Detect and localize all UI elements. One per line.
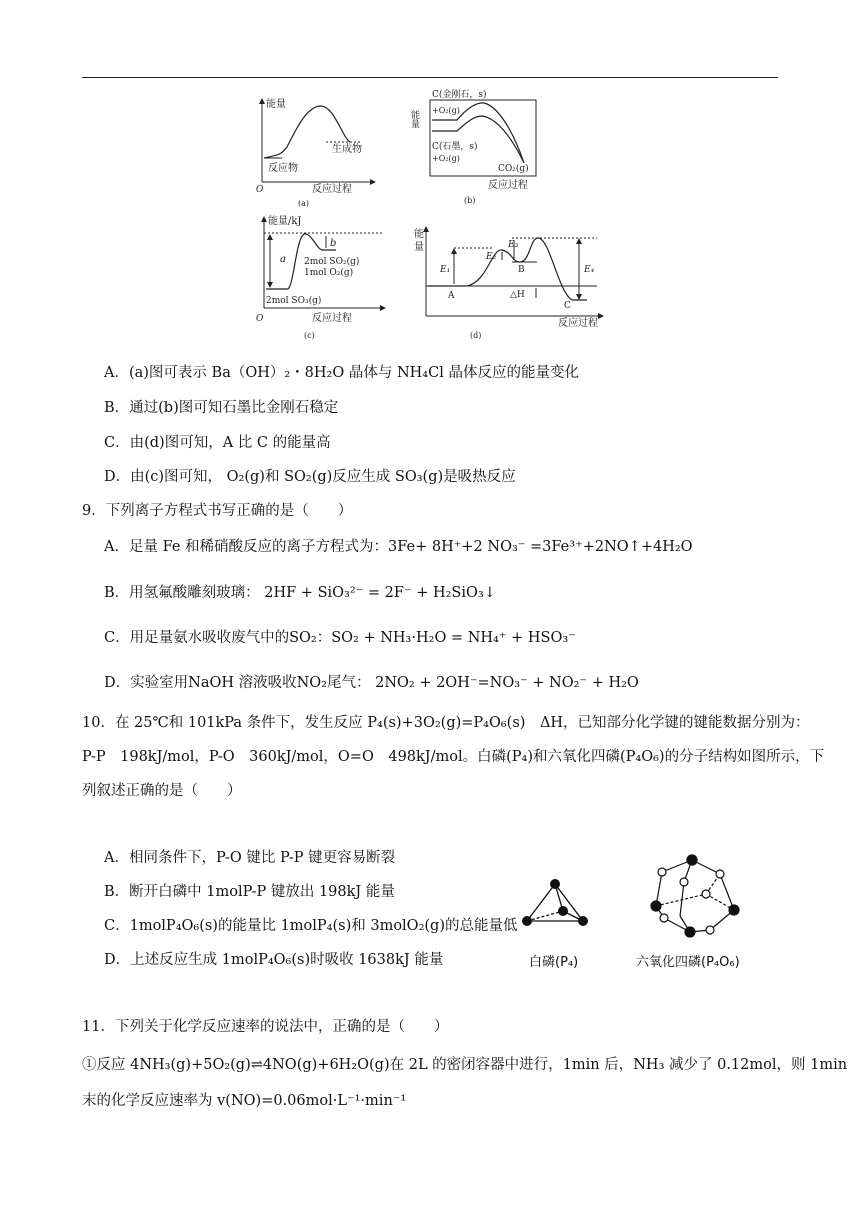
fig-c-high2: 1mol O₂(g) — [304, 268, 354, 278]
q10-stem-line3: 列叙述正确的是（ ） — [82, 783, 242, 799]
q11-item1-line2: 末的化学反应速率为 v(NO)=0.06mol·L⁻¹·min⁻¹ — [82, 1093, 407, 1109]
header-rule — [82, 77, 778, 78]
fig-d-xlabel: 反应过程 — [558, 318, 598, 329]
figure-a — [252, 92, 382, 210]
p4o6-figure — [630, 852, 766, 980]
q10-option-c: C．1molP₄O₆(s)的能量比 1molP₄(s)和 3molO₂(g)的总能量低 — [104, 918, 518, 934]
fig-c-origin: O — [256, 314, 264, 324]
fig-c-xlabel: 反应过程 — [312, 313, 352, 324]
p4o6-label: 六氧化四磷(P₄O₆) — [636, 955, 740, 970]
fig-b-top-label: C(金刚石，s) — [432, 90, 487, 100]
fig-c-b: b — [330, 238, 337, 249]
fig-a-caption: (a) — [298, 199, 310, 208]
fig-b-product: CO₂(g) — [498, 164, 529, 174]
fig-b-mid-label2: +O₂(g) — [432, 154, 460, 163]
fig-a-xlabel: 反应过程 — [312, 184, 352, 195]
figure-c — [252, 214, 392, 346]
q11-stem: 11．下列关于化学反应速率的说法中，正确的是（ ） — [82, 1019, 449, 1035]
q11-item1-line1: ①反应 4NH₃(g)+5O₂(g)⇌4NO(g)+6H₂O(g)在 2L 的密闭容器中进行，1min 后，NH₃ 减少了 0.12mol，则 1min — [82, 1057, 848, 1073]
fig-b-mid-label: C(石墨，s) — [432, 142, 478, 152]
q10-stem-line1: 10．在 25℃和 101kPa 条件下，发生反应 P₄(s)+3O₂(g)=P₄O₆(s) ΔH，已知部分化学键的键能数据分别为： — [82, 715, 810, 731]
fig-c-caption: (c) — [304, 331, 315, 340]
fig-d-B: B — [518, 265, 525, 275]
figure-b — [409, 88, 542, 210]
q8-option-c: C．由(d)图可知，A 比 C 的能量高 — [104, 435, 331, 451]
white-phosphorus-figure — [515, 874, 605, 978]
fig-d-E2: E₂ — [486, 252, 497, 262]
fig-b-top-label2: +O₂(g) — [432, 106, 460, 115]
fig-a-ylabel: 能量 — [266, 99, 286, 110]
q10-option-b: B．断开白磷中 1molP-P 键放出 198kJ 能量 — [104, 884, 395, 900]
fig-c-ylabel: 能量/kJ — [268, 216, 302, 227]
q8-option-b: B．通过(b)图可知石墨比金刚石稳定 — [104, 400, 339, 416]
fig-d-E3: E₃ — [508, 240, 519, 250]
q10-option-a: A．相同条件下，P-O 键比 P-P 键更容易断裂 — [104, 850, 396, 866]
q9-option-a: A．足量 Fe 和稀硝酸反应的离子方程式为：3Fe+ 8H⁺+2 NO₃⁻ =3Fe³⁺+2NO↑+4H₂O — [104, 539, 693, 555]
fig-b-ylabel: 能量 — [409, 110, 419, 128]
q9-option-b: B．用氢氟酸雕刻玻璃： 2HF + SiO₃²⁻ = 2F⁻ + H₂SiO₃↓ — [104, 585, 496, 601]
fig-a-product: 生成物 — [332, 144, 362, 155]
fig-c-low: 2mol SO₃(g) — [266, 296, 322, 306]
fig-d-E4: E₄ — [584, 265, 595, 275]
q8-option-a: A．(a)图可表示 Ba（OH）₂・8H₂O 晶体与 NH₄Cl 晶体反应的能量变化 — [104, 365, 579, 381]
q10-stem-line2: P-P 198kJ/mol，P-O 360kJ/mol，O=O 498kJ/mol。白磷(P₄)和六氧化四磷(P₄O₆)的分子结构如图所示，下 — [82, 749, 825, 765]
fig-d-dH: △H — [510, 290, 525, 300]
fig-d-ylabel1: 能 — [414, 229, 424, 240]
fig-c-a: a — [280, 254, 286, 265]
fig-a-origin: O — [256, 185, 264, 195]
fig-d-E1: E₁ — [440, 265, 451, 275]
figure-d — [412, 222, 608, 344]
q9-option-c: C．用足量氨水吸收废气中的SO₂：SO₂ + NH₃·H₂O = NH₄⁺ + HSO₃⁻ — [104, 630, 576, 646]
fig-d-A: A — [448, 291, 455, 301]
q9-option-d: D．实验室用NaOH 溶液吸收NO₂尾气： 2NO₂ + 2OH⁻=NO₃⁻ + NO₂⁻ + H₂O — [104, 675, 639, 691]
fig-b-xlabel: 反应过程 — [488, 180, 528, 191]
white-phosphorus-label: 白磷(P₄) — [529, 955, 579, 970]
fig-d-caption: (d) — [470, 331, 482, 340]
fig-d-ylabel2: 量 — [414, 242, 424, 253]
fig-c-high1: 2mol SO₂(g) — [304, 257, 360, 267]
fig-d-C: C — [564, 301, 571, 311]
fig-b-caption: (b) — [464, 196, 476, 205]
q10-option-d: D．上述反应生成 1molP₄O₆(s)时吸收 1638kJ 能量 — [104, 952, 444, 968]
fig-a-reactant: 反应物 — [268, 163, 298, 174]
q9-stem: 9．下列离子方程式书写正确的是（ ） — [82, 503, 353, 519]
q8-option-d: D．由(c)图可知， O₂(g)和 SO₂(g)反应生成 SO₃(g)是吸热反应 — [104, 469, 516, 485]
